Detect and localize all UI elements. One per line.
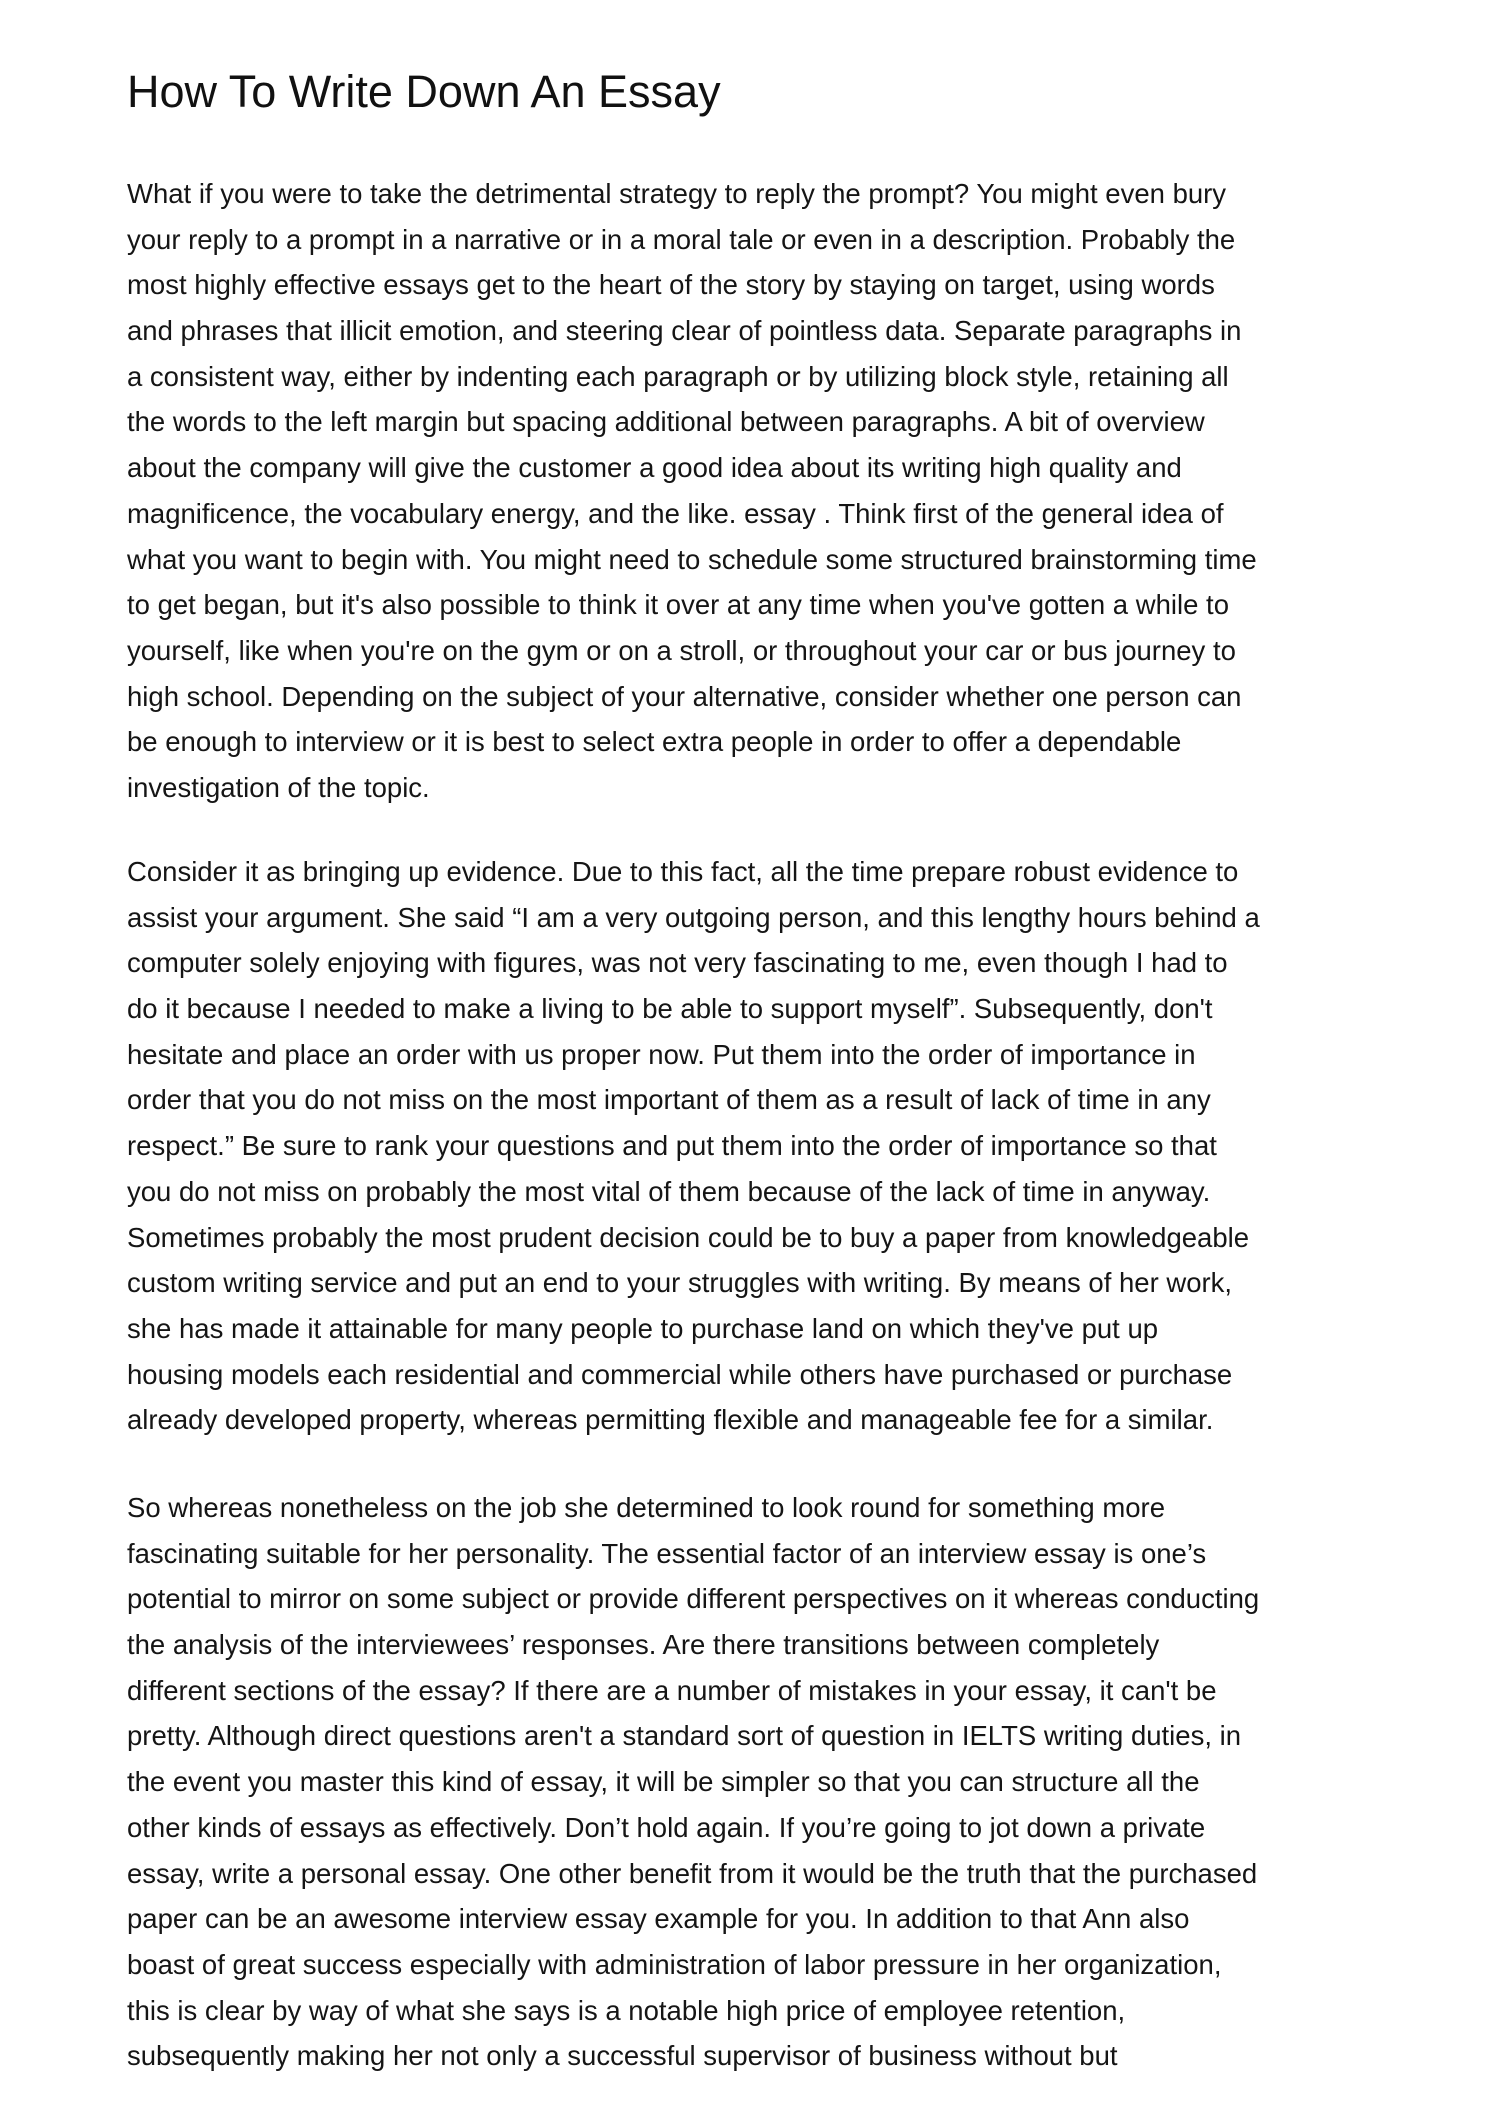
text-line: most highly effective essays get to the heart of the story by staying on target, using words bbox=[127, 269, 1215, 301]
text-line: different sections of the essay? If there are a number of mistakes in your essay, it can't be bbox=[127, 1674, 1217, 1706]
text-line: paper can be an awesome interview essay example for you. In addition to that Ann also bbox=[127, 1903, 1190, 1935]
text-line: So whereas nonetheless on the job she determined to look round for something more bbox=[127, 1492, 1165, 1523]
text-line: yourself, like when you're on the gym or on a stroll, or throughout your car or bus journey to bbox=[127, 634, 1236, 666]
text-line: fascinating suitable for her personality. The essential factor of an interview essay is one’s bbox=[127, 1537, 1207, 1569]
text-line: assist your argument. She said “I am a very outgoing person, and this lengthy hours behind a bbox=[127, 901, 1260, 933]
paragraph-3 bbox=[127, 1485, 1417, 2079]
text-line: you do not miss on probably the most vital of them because of the lack of time in anyway. bbox=[127, 1175, 1211, 1207]
text-line: other kinds of essays as effectively. Don’t hold again. If you’re going to jot down a private bbox=[127, 1811, 1206, 1843]
text-line: and phrases that illicit emotion, and steering clear of pointless data. Separate paragraphs in bbox=[127, 315, 1242, 347]
text-line: already developed property, whereas permitting flexible and manageable fee for a similar. bbox=[127, 1404, 1214, 1436]
text-line: what you want to begin with. You might need to schedule some structured brainstorming time bbox=[127, 543, 1257, 575]
text-line: Consider it as bringing up evidence. Due to this fact, all the time prepare robust evidence to bbox=[127, 856, 1239, 887]
text-line: essay, write a personal essay. One other benefit from it would be the truth that the purchased bbox=[127, 1857, 1258, 1889]
text-line: be enough to interview or it is best to select extra people in order to offer a dependable bbox=[127, 726, 1182, 758]
text-line: to get began, but it's also possible to think it over at any time when you've gotten a while to bbox=[127, 589, 1229, 621]
text-line: boast of great success especially with administration of labor pressure in her organization, bbox=[127, 1948, 1222, 1980]
text-line: Sometimes probably the most prudent decision could be to buy a paper from knowledgeable bbox=[127, 1221, 1250, 1253]
page-title: How To Write Down An Essay bbox=[127, 66, 721, 117]
text-line: magnificence, the vocabulary energy, and the like. essay . Think first of the general idea of bbox=[127, 497, 1224, 529]
text-line: the event you master this kind of essay, it will be simpler so that you can structure all the bbox=[127, 1766, 1200, 1798]
text-line: hesitate and place an order with us proper now. Put them into the order of importance in bbox=[127, 1038, 1196, 1070]
text-line: do it because I needed to make a living to be able to support myself”. Subsequently, don't bbox=[127, 993, 1213, 1025]
text-line: this is clear by way of what she says is a notable high price of employee retention, bbox=[127, 1994, 1126, 2026]
text-line: subsequently making her not only a successful supervisor of business without but bbox=[127, 2040, 1118, 2072]
text-line: custom writing service and put an end to your struggles with writing. By means of her work, bbox=[127, 1267, 1233, 1299]
text-line: computer solely enjoying with figures, was not very fascinating to me, even though I had to bbox=[127, 947, 1228, 979]
text-line: order that you do not miss on the most important of them as a result of lack of time in any bbox=[127, 1084, 1211, 1116]
text-line: What if you were to take the detrimental strategy to reply the prompt? You might even bury bbox=[127, 178, 1227, 209]
text-line: potential to mirror on some subject or provide different perspectives on it whereas conducting bbox=[127, 1583, 1260, 1615]
text-line: investigation of the topic. bbox=[127, 771, 430, 803]
paragraph-1 bbox=[127, 171, 1417, 811]
text-line: high school. Depending on the subject of your alternative, consider whether one person can bbox=[127, 680, 1242, 712]
text-line: your reply to a prompt in a narrative or in a moral tale or even in a description. Probably the bbox=[127, 223, 1236, 255]
text-line: a consistent way, either by indenting each paragraph or by utilizing block style, retaining all bbox=[127, 360, 1229, 392]
text-line: about the company will give the customer a good idea about its writing high quality and bbox=[127, 452, 1182, 484]
text-line: the analysis of the interviewees’ responses. Are there transitions between completely bbox=[127, 1629, 1160, 1661]
text-line: housing models each residential and commercial while others have purchased or purchase bbox=[127, 1358, 1233, 1390]
paragraph-2 bbox=[127, 849, 1417, 1443]
text-line: pretty. Although direct questions aren't a standard sort of question in IELTS writing duties, in bbox=[127, 1720, 1242, 1752]
text-line: respect.” Be sure to rank your questions and put them into the order of importance so that bbox=[127, 1130, 1217, 1162]
text-line: she has made it attainable for many people to purchase land on which they've put up bbox=[127, 1312, 1159, 1344]
text-line: the words to the left margin but spacing additional between paragraphs. A bit of overview bbox=[127, 406, 1205, 438]
